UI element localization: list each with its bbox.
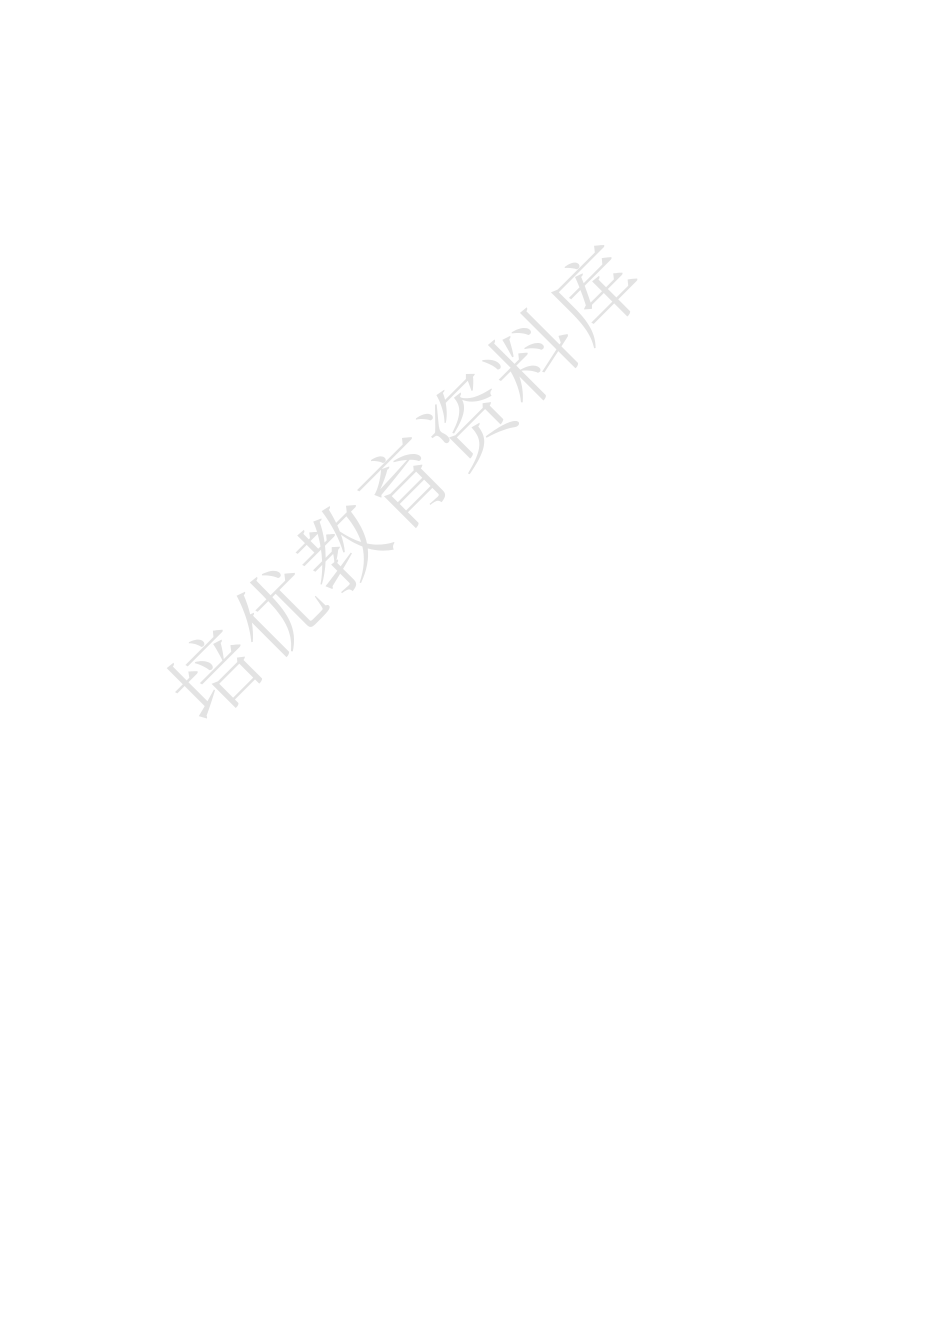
watermark: 培优教育资料库 — [150, 226, 667, 744]
